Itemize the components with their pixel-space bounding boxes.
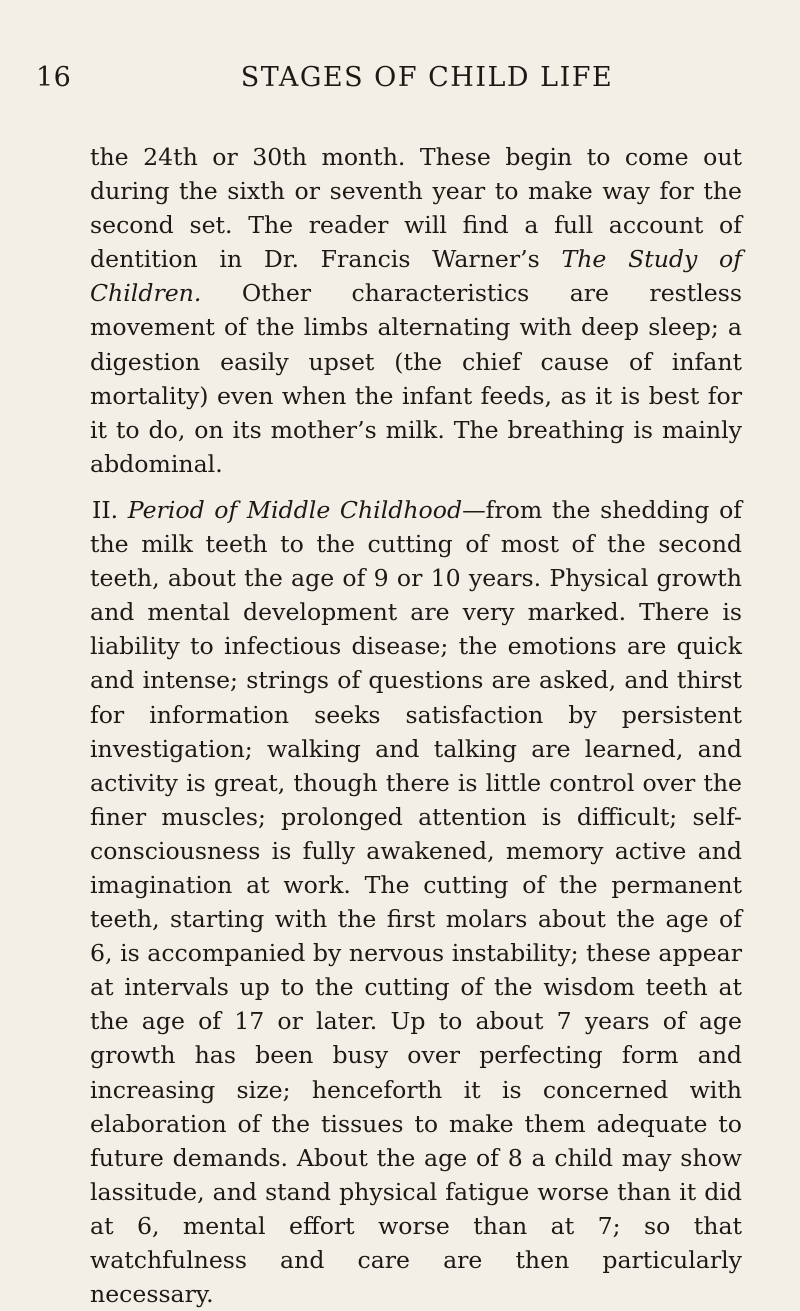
page-number: 16 — [36, 62, 72, 93]
book-title-italic: The Study of Children. — [90, 245, 742, 308]
paragraph-dentition — [90, 140, 742, 481]
paragraph-text: the 24th or 30th month. These begin to come out during the sixth or seventh year to make way for the second set. The reader will find a full account of dentition in Dr. Francis Warner’s — [90, 143, 742, 274]
section-numeral: II. — [92, 495, 128, 524]
paragraph-middle-childhood — [90, 493, 742, 1311]
running-title: STAGES OF CHILD LIFE — [240, 62, 614, 93]
section-heading-italic: Period of Middle Childhood — [127, 495, 463, 524]
running-head — [36, 62, 742, 102]
paragraph-text: Other characteristics are restless movement of the limbs alternating with deep sleep; a digestion easily upset (the chief cause of infant mortality) even when the infant feeds, as it is best for it to do, on its mother’s milk. The breathing is mainly abdominal. — [90, 279, 742, 478]
paragraph-text: —from the shedding of the milk teeth to the cutting of most of the second teeth, about the age of 9 or 10 years. Physical growth and mental development are very marked. There is liability to infectious disease; the emotions are quick and intense; strings of questions are asked, and thirst for information seeks satisfaction by persistent investigation; walking and talking are learned, and activity is great, though there is little control over the finer muscles; prolonged attention is difficult; self-consciousness is fully awakened, memory active and imagination at work. The cutting of the permanent teeth, starting with the first molars about the age of 6, is accompanied by nervous instability; these appear at intervals up to the cutting of the wisdom teeth at the age of 17 or later. Up to about 7 years of age growth has been busy over perfecting form and increasing size; henceforth it is concerned with elaboration of the tissues to make them adequate to future demands. About the age of 8 a child may show lassitude, and stand physical fatigue worse than it did at 6, mental effort worse than at 7; so that watchfulness and care are then particularly necessary. — [90, 495, 743, 1309]
